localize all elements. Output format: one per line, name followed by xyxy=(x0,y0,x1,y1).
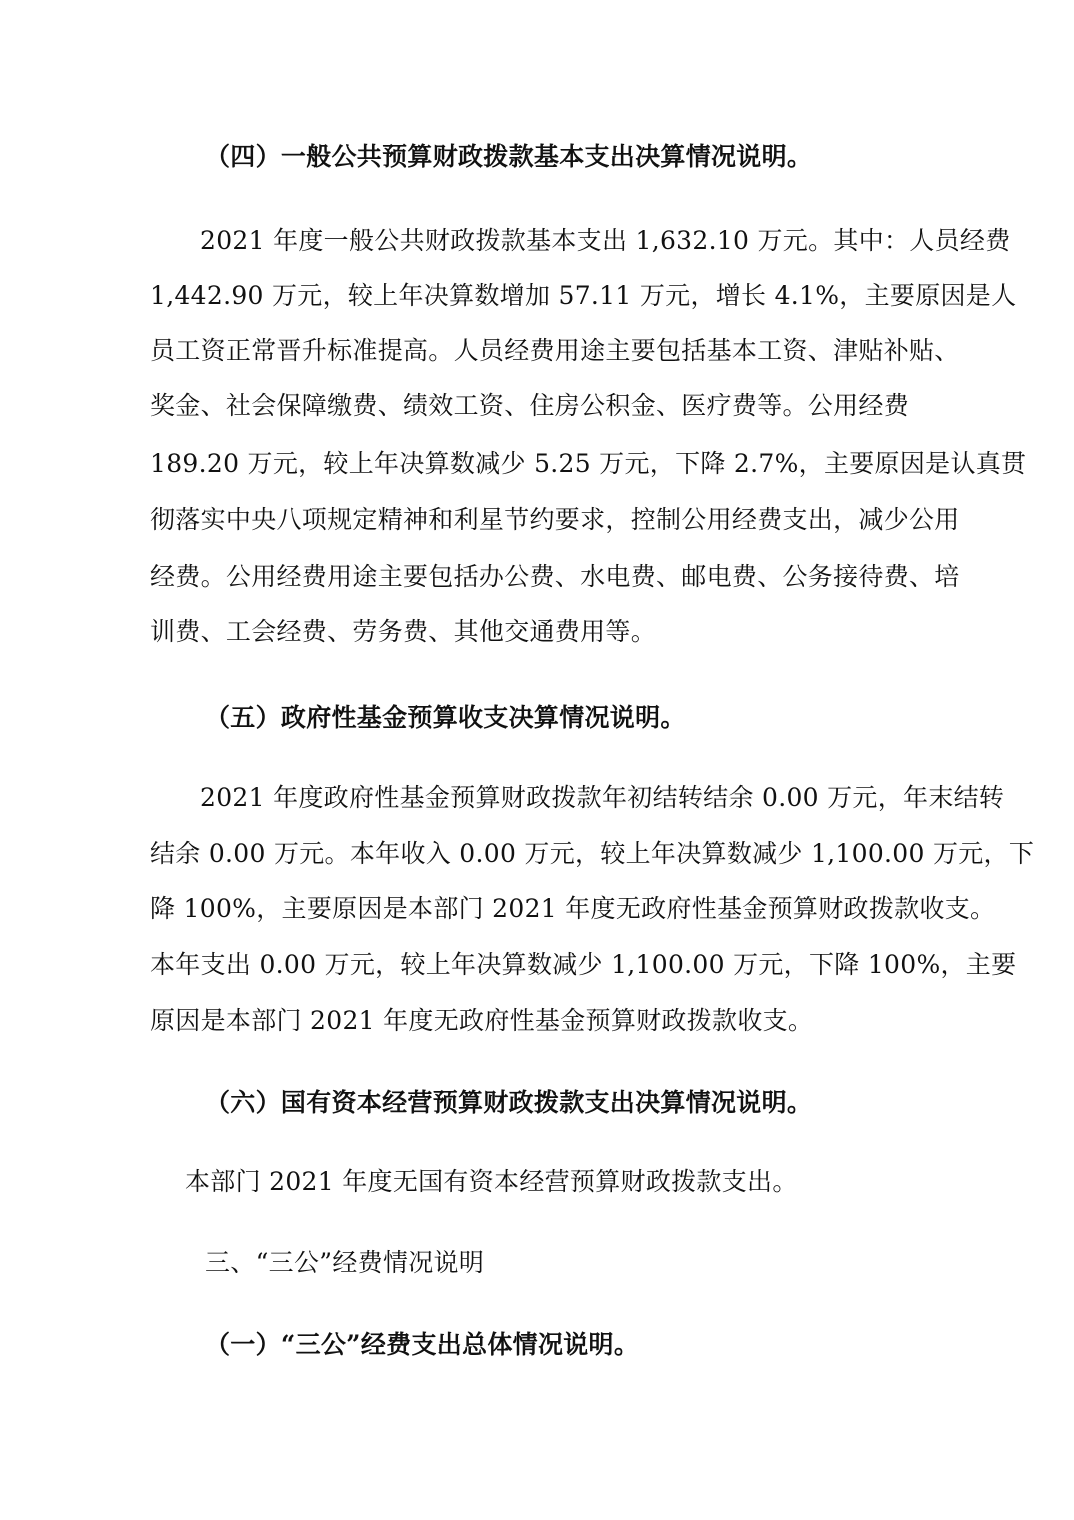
section-heading: （四）一般公共预算财政拨款基本支出决算情况说明。 xyxy=(205,142,813,171)
paragraph-line: 降 100%，主要原因是本部门 2021 年度无政府性基金预算财政拨款收支。 xyxy=(150,894,996,923)
paragraph-line: 彻落实中央八项规定精神和利星节约要求，控制公用经费支出，减少公用 xyxy=(150,505,960,534)
paragraph-line: 2021 年度政府性基金预算财政拨款年初结转结余 0.00 万元，年末结转 xyxy=(200,783,1005,812)
section-heading: （六）国有资本经营预算财政拨款支出决算情况说明。 xyxy=(205,1088,813,1117)
paragraph-line: 训费、工会经费、劳务费、其他交通费用等。 xyxy=(150,617,657,646)
paragraph-line: 员工资正常晋升标准提高。人员经费用途主要包括基本工资、津贴补贴、 xyxy=(150,336,960,365)
section-heading: （一）“三公”经费支出总体情况说明。 xyxy=(205,1330,640,1359)
paragraph-line: 原因是本部门 2021 年度无政府性基金预算财政拨款收支。 xyxy=(150,1006,814,1035)
paragraph-line: 结余 0.00 万元。本年收入 0.00 万元，较上年决算数减少 1,100.00 万元，下 xyxy=(150,839,1035,868)
paragraph-line: 奖金、社会保障缴费、绩效工资、住房公积金、医疗费等。公用经费 xyxy=(150,391,910,420)
part-heading: 三、“三公”经费情况说明 xyxy=(205,1248,485,1277)
paragraph-line: 本年支出 0.00 万元，较上年决算数减少 1,100.00 万元，下降 100%，主要 xyxy=(150,950,1017,979)
paragraph-line: 本部门 2021 年度无国有资本经营预算财政拨款支出。 xyxy=(185,1167,798,1196)
section-heading: （五）政府性基金预算收支决算情况说明。 xyxy=(205,703,686,732)
paragraph-line: 1,442.90 万元，较上年决算数增加 57.11 万元，增长 4.1%，主要原因是人 xyxy=(150,281,1017,310)
paragraph-line: 2021 年度一般公共财政拨款基本支出 1,632.10 万元。其中：人员经费 xyxy=(200,226,1011,255)
paragraph-line: 189.20 万元，较上年决算数减少 5.25 万元，下降 2.7%，主要原因是认真贯 xyxy=(150,449,1027,478)
paragraph-line: 经费。公用经费用途主要包括办公费、水电费、邮电费、公务接待费、培 xyxy=(150,562,960,591)
